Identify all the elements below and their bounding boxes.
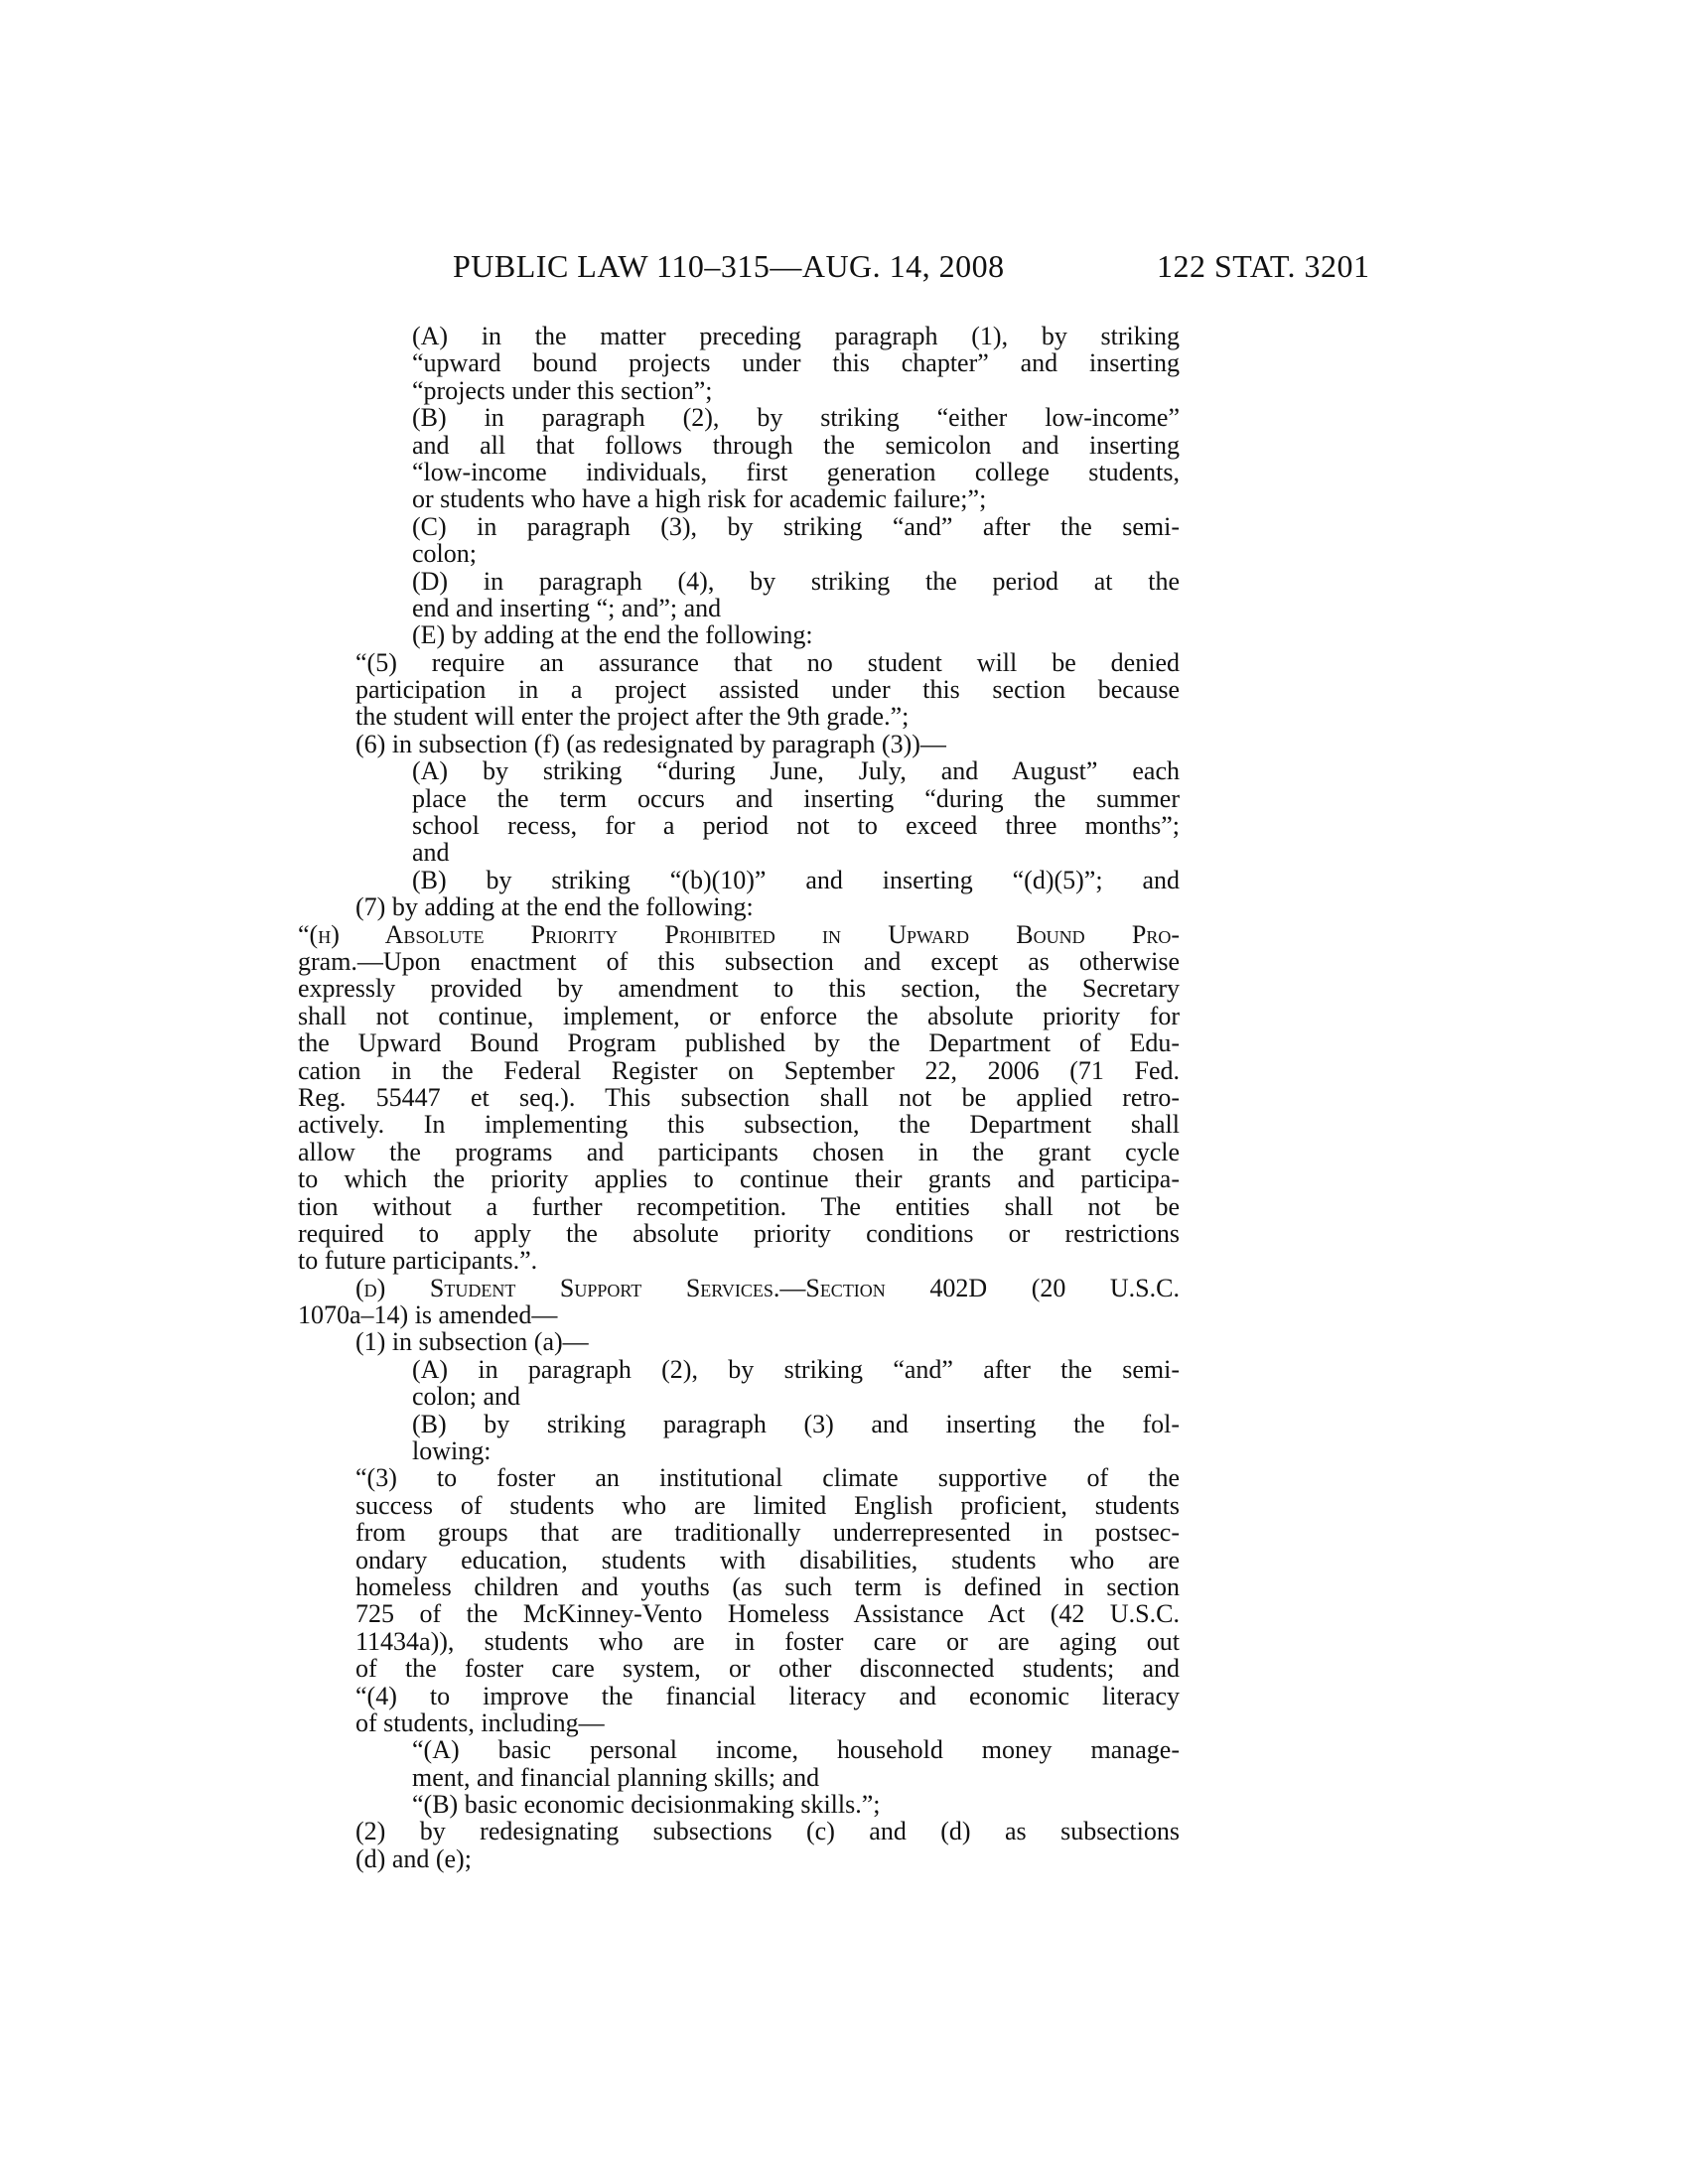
text-line: gram.—Upon enactment of this subsection and except as otherwise: [298, 946, 1180, 976]
text-line: “(A) basic personal income, household money manage-: [412, 1735, 1180, 1765]
text-line: expressly provided by amendment to this section, the Secretary: [298, 974, 1180, 1004]
text-line: (2) by redesignating subsections (c) and (d) as subsections: [355, 1817, 1180, 1846]
law-title: PUBLIC LAW 110–315—AUG. 14, 2008: [453, 248, 1005, 284]
text-line: (1) in subsection (a)—: [355, 1327, 589, 1357]
text-line: (D) in paragraph (4), by striking the period at the: [412, 566, 1180, 596]
text-line: end and inserting “; and”; and: [412, 593, 722, 622]
document-body: [298, 323, 1180, 1872]
text-line: Reg. 55447 et seq.). This subsection shall not be applied retro-: [298, 1082, 1180, 1112]
text-line: and all that follows through the semicolon and inserting: [412, 430, 1180, 460]
text-line: (A) in the matter preceding paragraph (1), by striking: [412, 322, 1180, 350]
text-line: (E) by adding at the end the following:: [412, 620, 813, 650]
text-line: to future participants.”.: [298, 1246, 538, 1276]
text-line: 11434a)), students who are in foster care or are aging out: [355, 1626, 1180, 1656]
text-line: “low-income individuals, first generation college students,: [412, 457, 1180, 486]
page-header: [0, 248, 1688, 288]
text-line: (B) by striking “(b)(10)” and inserting “(d)(5)”; and: [412, 865, 1180, 894]
text-line: the Upward Bound Program published by the Department of Edu-: [298, 1028, 1180, 1058]
text-line: school recess, for a period not to exceed three months”;: [412, 811, 1180, 841]
text-line: required to apply the absolute priority conditions or restrictions: [298, 1218, 1180, 1248]
text-line: homeless children and youths (as such term is defined in section: [355, 1571, 1180, 1601]
text-line: to which the priority applies to continue their grants and participa-: [298, 1164, 1180, 1194]
text-line: (B) by striking paragraph (3) and inserting the fol-: [412, 1409, 1180, 1438]
text-line: the student will enter the project after the 9th grade.”;: [355, 702, 910, 732]
text-line: ment, and financial planning skills; and: [412, 1762, 820, 1792]
text-line: allow the programs and participants chosen in the grant cycle: [298, 1137, 1180, 1166]
text-line: (A) by striking “during June, July, and August” each: [412, 756, 1180, 786]
text-line: (d) Student Support Services.—Section 402D (20 U.S.C.: [355, 1273, 1180, 1302]
text-line: lowing:: [412, 1436, 492, 1466]
text-line: (A) in paragraph (2), by striking “and” after the semi-: [412, 1354, 1180, 1384]
text-line: place the term occurs and inserting “during the summer: [412, 783, 1180, 813]
text-line: 1070a–14) is amended—: [298, 1300, 558, 1330]
text-line: or students who have a high risk for academic failure;”;: [412, 484, 987, 514]
text-line: success of students who are limited English proficient, students: [355, 1490, 1180, 1520]
text-line: (C) in paragraph (3), by striking “and” after the semi-: [412, 511, 1180, 541]
statute-page-number: 122 STAT. 3201: [1157, 248, 1370, 284]
text-line: colon;: [412, 539, 477, 569]
text-line: (7) by adding at the end the following:: [355, 892, 754, 922]
text-line: of the foster care system, or other disconnected students; and: [355, 1654, 1180, 1684]
text-line: “projects under this section”;: [412, 375, 713, 405]
text-line: ondary education, students with disabilities, students who are: [355, 1545, 1180, 1574]
text-line: “(3) to foster an institutional climate supportive of the: [355, 1463, 1180, 1493]
text-line: shall not continue, implement, or enforce the absolute priority for: [298, 1001, 1180, 1030]
text-line: participation in a project assisted under this section because: [355, 675, 1180, 705]
text-line: from groups that are traditionally underrepresented in postsec-: [355, 1518, 1180, 1548]
text-line: (B) in paragraph (2), by striking “either low-income”: [412, 403, 1180, 433]
text-line: cation in the Federal Register on September 22, 2006 (71 Fed.: [298, 1055, 1180, 1085]
text-line: (d) and (e);: [355, 1843, 472, 1873]
text-line: of students, including—: [355, 1707, 605, 1737]
text-line: “(4) to improve the financial literacy and economic literacy: [355, 1681, 1180, 1710]
text-line: 725 of the McKinney-Vento Homeless Assistance Act (42 U.S.C.: [355, 1599, 1180, 1629]
text-line: actively. In implementing this subsection, the Department shall: [298, 1110, 1180, 1140]
text-line: and: [412, 838, 450, 868]
text-line: (6) in subsection (f) (as redesignated by paragraph (3))—: [355, 729, 946, 758]
text-line: colon; and: [412, 1382, 521, 1412]
text-line: “(h) Absolute Priority Prohibited in Upward Bound Pro-: [298, 919, 1180, 949]
text-line: “(5) require an assurance that no student will be denied: [355, 647, 1180, 677]
text-line: tion without a further recompetition. The entities shall not be: [298, 1191, 1180, 1221]
text-line: “(B) basic economic decisionmaking skills.”;: [412, 1790, 881, 1820]
text-line: “upward bound projects under this chapter” and inserting: [412, 348, 1180, 378]
